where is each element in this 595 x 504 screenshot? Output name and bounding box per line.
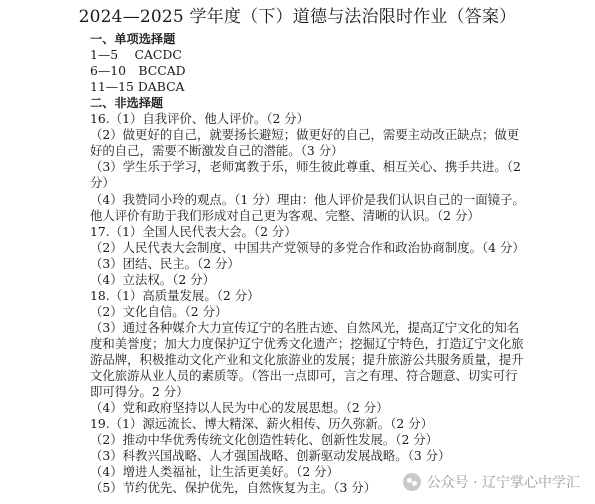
section-heading: 二、非选择题	[90, 96, 164, 111]
answer-line: 分）	[90, 175, 115, 191]
answer-line: （4）党和政府坚持以人民为中心的发展思想。（2 分）	[90, 400, 389, 416]
wechat-icon	[403, 473, 421, 491]
answer-line: 18.（1）高质量发展。（2 分）	[90, 287, 260, 303]
answer-line: 19.（1）源远流长、博大精深、薪火相传、历久弥新。（2 分）	[90, 416, 433, 432]
answer-line: 文化旅游从业人员的素质等。（答出一点即可，言之有理、符合题意、切实可行	[90, 368, 518, 384]
answer-line: （2）人民代表大会制度、中国共产党领导的多党合作和政治协商制度。（4 分）	[90, 239, 525, 255]
answer-line: 16.（1）自我评价、他人评价。（2 分）	[90, 111, 310, 127]
answer-line: 游品牌，积极推动文化产业和文化旅游业的发展；提升旅游公共服务质量，提升	[90, 352, 524, 367]
answer-line: 度和美誉度；加大力度保护辽宁优秀文化遗产；挖掘辽宁特色，打造辽宁文化旅	[90, 335, 524, 351]
answer-line: 1—5 CACDC	[90, 47, 182, 63]
answer-line: （3）通过各种媒介大力宣传辽宁的名胜古迹、自然风光，提高辽宁文化的知名	[90, 319, 520, 335]
answer-line: （3）团结、民主。（2 分）	[90, 255, 240, 271]
answer-line: （3）学生乐于学习，老师寓教于乐，师生彼此尊重、相互关心、携手共进。（2	[90, 159, 521, 175]
answer-line: 11—15 DABCA	[90, 79, 185, 95]
answer-line: （2）文化自信。（2 分）	[90, 303, 228, 319]
answer-line: （5）节约优先、保护优先，自然恢复为主。（3 分）	[90, 480, 377, 496]
answer-line: （3）科教兴国战略、人才强国战略、创新驱动发展战略。（3 分）	[90, 448, 451, 464]
watermark	[403, 472, 580, 492]
answer-line: （4）增进人类福祉，让生活更美好。（2 分）	[90, 464, 339, 480]
answer-line: （4）立法权。（2 分）	[90, 271, 216, 287]
answer-line: （2）做更好的自己，就要扬长避短；做更好的自己，需要主动改正缺点；做更	[90, 127, 520, 143]
answer-line: （2）推动中华优秀传统文化创造性转化、创新性发展。（2 分）	[90, 432, 439, 448]
answer-line: （4）我赞同小玲的观点。（1 分）理由：他人评价是我们认识自己的一面镜子。	[90, 191, 525, 207]
watermark-text: 公众号 · 辽宁掌心中学汇	[426, 475, 580, 491]
section-heading: 一、单项选择题	[90, 32, 176, 46]
answer-line: 17.（1）全国人民代表大会。（2 分）	[90, 223, 297, 239]
answer-line: 他人评价有助于我们形成对自己更为客观、完整、清晰的认识。（2 分）	[90, 207, 480, 223]
answer-line: 好的自己，需要不断激发自己的潜能。（3 分）	[90, 143, 344, 159]
document-title: 2024—2025 学年度（下）道德与法治限时作业（答案）	[78, 7, 517, 27]
answer-line: 即可得分。2 分）	[90, 384, 189, 400]
answer-line: 6—10 BCCAD	[90, 63, 186, 79]
